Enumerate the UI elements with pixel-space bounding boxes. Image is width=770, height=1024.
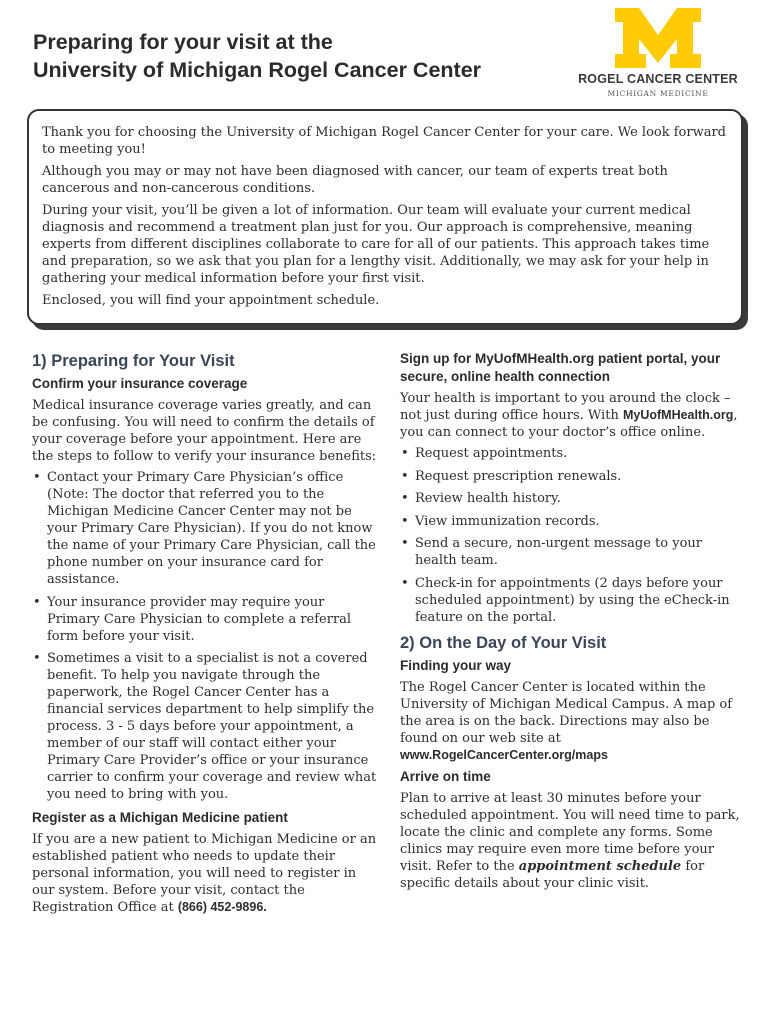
intro-box	[27, 109, 743, 325]
appointment-schedule-emphasis: appointment schedule	[518, 858, 682, 874]
arrive-text-before: Plan to arrive at least 30 minutes before your scheduled appointment. You will need time to park, locate the clinic and complete any forms. Some clinics may require even more time before your visit. Refer to the	[400, 790, 740, 874]
list-item: • Request appointments.	[400, 445, 745, 462]
intro-paragraph: Thank you for choosing the University of Michigan Rogel Cancer Center for your care. We look forward to meeting you!	[42, 125, 726, 157]
register-text	[32, 831, 377, 916]
list-item: • Sometimes a visit to a specialist is not a covered benefit. To help you navigate through the paperwork, the Rogel Cancer Center has a financial services department to help simplify the process. 3 - 5 days before your appointment, a member of our staff will contact either your Primary Care Provider’s office or your insurance carrier to confirm your coverage and review what you need to bring with you.	[32, 650, 377, 803]
right-column	[400, 350, 745, 896]
register-text-body: If you are a new patient to Michigan Medicine or an established patient who needs to update their personal information, you will need to register in our system. Before your visit, contact the Registration Office at	[32, 832, 377, 915]
title-line-1: Preparing for your visit at the	[33, 30, 333, 54]
intro-paragraph: During your visit, you’ll be given a lot of information. Our team will evaluate your current medical diagnosis and recommend a treatment plan just for you. Our approach is comprehensive, meaning experts from different disciplines collaborate to care for all of our patients. This approach takes time and preparation, so we ask that you plan for a lengthy visit. Additionally, we may ask for your help in gathering your medical information before your first visit.	[42, 203, 710, 286]
arrive-heading: Arrive on time	[400, 768, 491, 784]
list-item: • Contact your Primary Care Physician’s office (Note: The doctor that referred you to the Michigan Medicine Cancer Center may not be your Primary Care Physician). If you do not know the name of your Primary Care Physician, call the phone number on your insurance card for assistance.	[32, 469, 377, 588]
section-1-heading: 1) Preparing for Your Visit	[32, 352, 235, 370]
title-line-2: University of Michigan Rogel Cancer Center	[33, 58, 482, 82]
insurance-heading: Confirm your insurance coverage	[32, 376, 248, 391]
intro-paragraph: Although you may or may not have been diagnosed with cancer, our team of experts treat both cancerous and non-cancerous conditions.	[42, 164, 668, 196]
page-title	[33, 28, 481, 84]
list-item: • Review health history.	[400, 490, 745, 507]
left-column	[32, 350, 377, 920]
list-item: • Your insurance provider may require your Primary Care Physician to complete a referral form before your visit.	[32, 594, 377, 645]
registration-phone: (866) 452-9896.	[177, 900, 267, 914]
portal-features-list	[400, 445, 745, 626]
register-heading: Register as a Michigan Medicine patient	[32, 810, 288, 825]
block-m-icon	[615, 8, 701, 68]
insurance-text: Medical insurance coverage varies greatly, and can be confusing. You will need to confirm the details of your coverage before your appointment. Here are the steps to follow to verify your insurance benefits:	[32, 398, 377, 464]
finding-text	[400, 679, 745, 764]
list-item: • View immunization records.	[400, 513, 745, 530]
list-item: • Check-in for appointments (2 days before your scheduled appointment) by using the eCheck-in feature on the portal.	[400, 575, 745, 626]
insurance-steps-list	[32, 469, 377, 803]
finding-heading: Finding your way	[400, 657, 512, 673]
maps-url[interactable]: www.RogelCancerCenter.org/maps	[400, 747, 608, 762]
finding-text-body: The Rogel Cancer Center is located within the University of Michigan Medical Campus. A map of the area is on the back. Directions may also be found on our web site at	[400, 679, 733, 746]
portal-text-after: , you can connect to your doctor’s office online.	[400, 408, 738, 440]
portal-text	[400, 390, 745, 441]
logo-subtitle: MICHIGAN MEDICINE	[607, 89, 709, 98]
rogel-cancer-center-logo	[578, 8, 738, 100]
section-2-heading: 2) On the Day of Your Visit	[400, 633, 607, 652]
list-item: • Send a secure, non-urgent message to your health team.	[400, 535, 745, 569]
portal-heading: Sign up for MyUofMHealth.org patient portal, your secure, online health connection	[400, 351, 721, 384]
list-item: • Request prescription renewals.	[400, 468, 745, 485]
arrive-text-after: for specific details about your clinic visit.	[400, 858, 705, 891]
arrive-text	[400, 790, 745, 892]
portal-link[interactable]: MyUofMHealth.org	[622, 408, 734, 422]
portal-text-before: Your health is important to you around the clock – not just during office hours. With	[400, 391, 731, 423]
intro-paragraph: Enclosed, you will find your appointment schedule.	[42, 293, 380, 308]
logo-name: ROGEL CANCER CENTER	[578, 72, 738, 86]
